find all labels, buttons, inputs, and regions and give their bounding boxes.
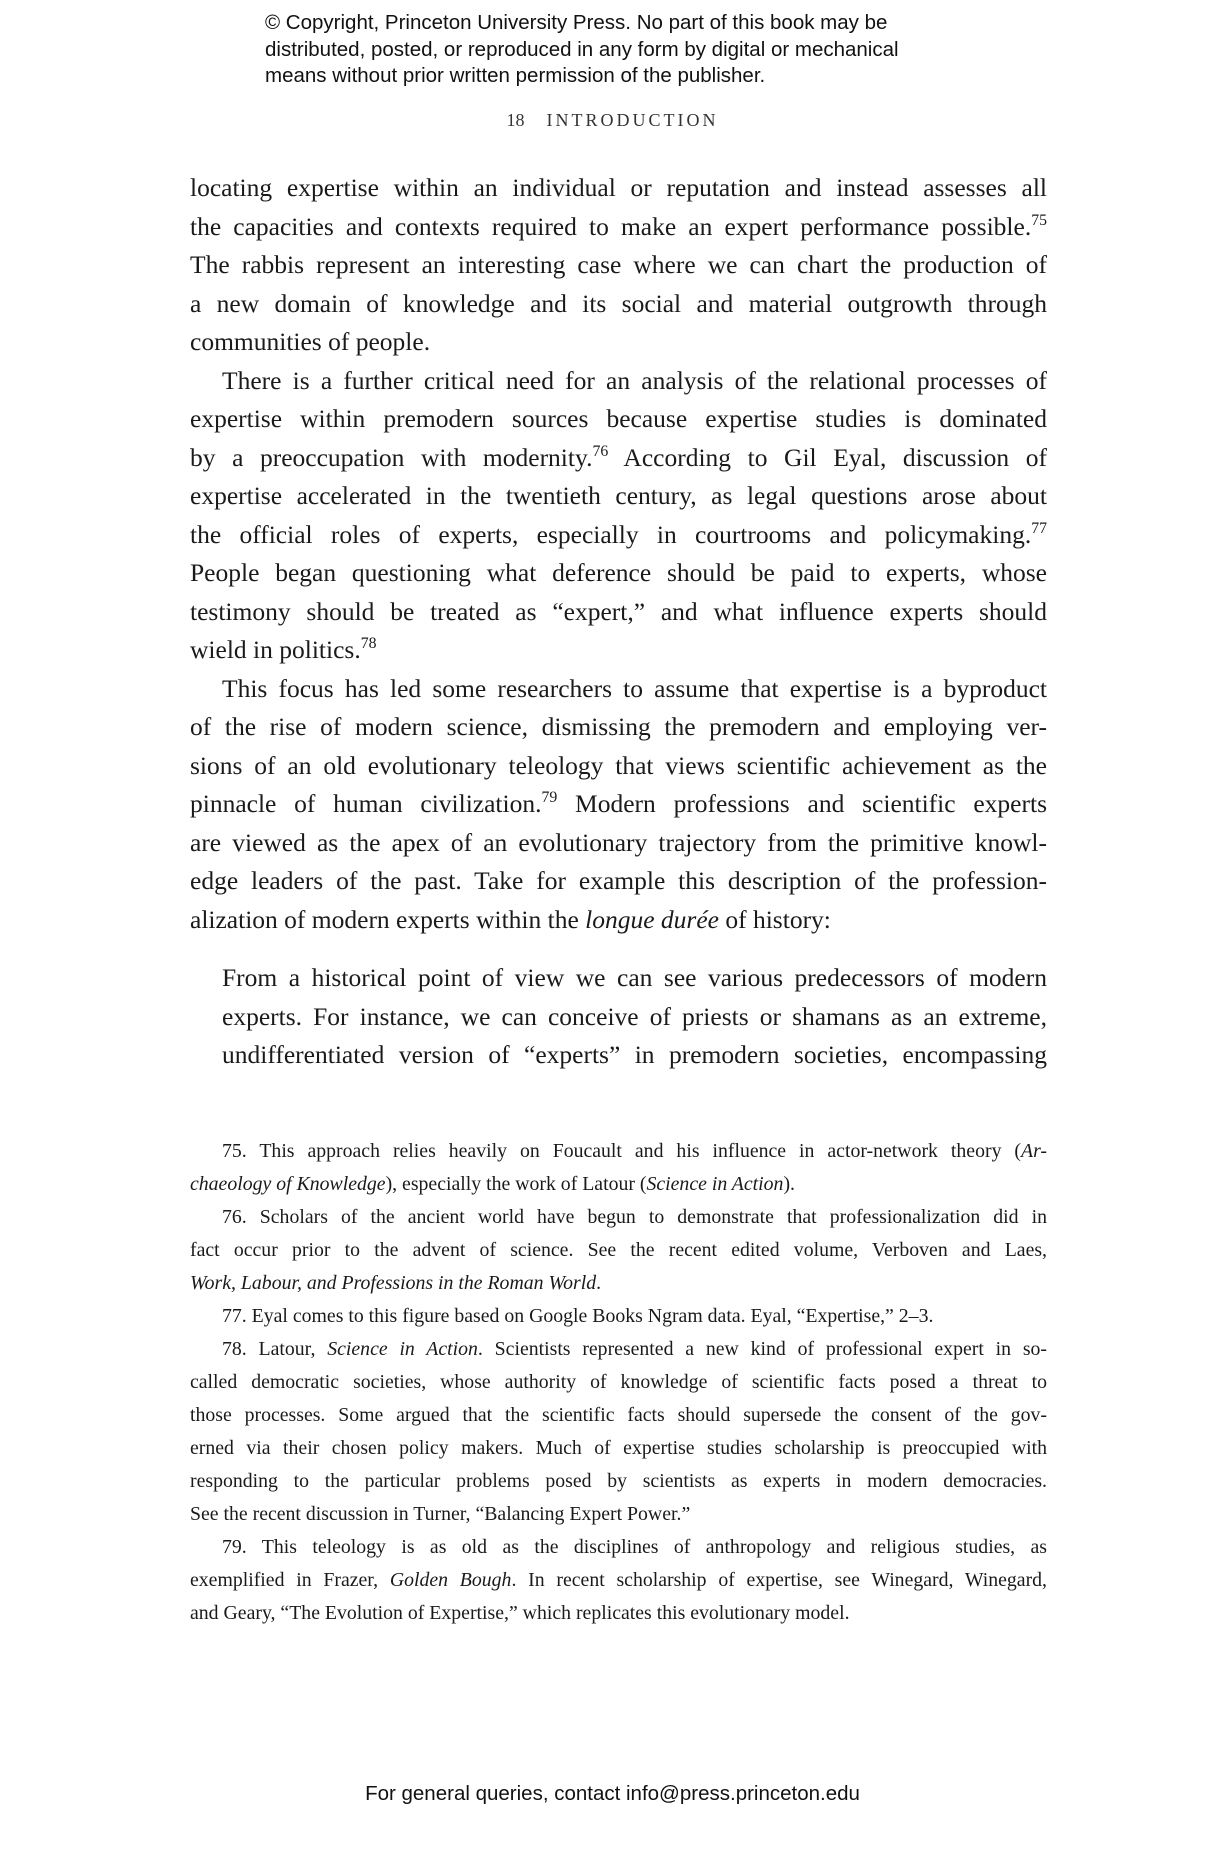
text-span: by a preoccupation with modernity. (190, 442, 593, 472)
text-line (190, 323, 1047, 362)
text-span: fact occur prior to the advent of science. See the recent edited volume, Verboven and Laes, (190, 1239, 1047, 1261)
text-line (190, 362, 1047, 401)
text-line (222, 998, 1047, 1037)
running-head (0, 110, 1225, 131)
text-span: Modern professions and scientific experts (557, 789, 1047, 818)
text-span: 75. This approach relies heavily on Foucault and his influence in actor-network theory ( (222, 1140, 1022, 1162)
footnote-ref: 78 (360, 635, 377, 653)
text-span: undifferentiated version of “experts” in premodern societies, encompassing (222, 1040, 1047, 1069)
text-line (190, 785, 1047, 824)
footnote-ref: 77 (1031, 519, 1047, 537)
text-span: of the rise of modern science, dismissing the premodern and employing ver- (190, 712, 1047, 741)
text-line (190, 747, 1047, 786)
text-span: wield in politics. (190, 635, 361, 664)
text-span: of history: (718, 904, 831, 934)
text-line (190, 1498, 1047, 1531)
text-line (190, 1168, 1047, 1201)
text-line (190, 439, 1047, 478)
text-span: pinnacle of human civilization. (190, 789, 542, 818)
text-line (190, 670, 1047, 709)
text-line (190, 1531, 1047, 1564)
text-line (190, 1333, 1047, 1366)
footnote (190, 1300, 1047, 1333)
text-span: edge leaders of the past. Take for example this description of the profession- (190, 866, 1047, 895)
text-line (222, 1036, 1047, 1075)
text-span: 79. This teleology is as old as the disciplines of anthropology and religious studies, as (222, 1536, 1047, 1558)
text-span: 76. Scholars of the ancient world have begun to demonstrate that professionalization did in (222, 1206, 1047, 1228)
text-span: and Geary, “The Evolution of Expertise,” which replicates this evolutionary model. (190, 1602, 850, 1624)
text-span: According to Gil Eyal, discussion of (608, 442, 1047, 472)
text-line (190, 862, 1047, 901)
text-span: called democratic societies, whose authority of knowledge of scientific facts posed a threat to (190, 1371, 1047, 1393)
text-span: 77. Eyal comes to this figure based on Google Books Ngram data. Eyal, “Expertise,” 2–3. (222, 1305, 934, 1327)
paragraph (222, 959, 1047, 1075)
paragraph (190, 169, 1047, 362)
footnote (190, 1135, 1047, 1201)
body-text (190, 169, 1047, 939)
text-span: ), especially the work of Latour ( (385, 1173, 647, 1195)
text-span: From a historical point of view we can see various predecessors of modern (222, 963, 1047, 992)
text-span: are viewed as the apex of an evolutionary trajectory from the primitive knowl- (190, 827, 1047, 857)
italic-text: longue durée (585, 904, 719, 934)
paragraph (190, 362, 1047, 670)
text-line (190, 824, 1047, 863)
text-span: a new domain of knowledge and its social and material outgrowth through (190, 288, 1047, 318)
italic-text: Science in Action (646, 1173, 784, 1195)
footer-contact: For general queries, contact info@press.princeton.edu (365, 1782, 860, 1805)
text-line (190, 1300, 1047, 1333)
italic-text: Ar- (1021, 1140, 1047, 1162)
text-span: experts. For instance, we can conceive of priests or shamans as an extreme, (222, 1001, 1047, 1031)
text-span: the capacities and contexts required to make an expert performance possible. (190, 211, 1032, 241)
text-span: This focus has led some researchers to assume that expertise is a byproduct (222, 673, 1047, 703)
text-line (190, 593, 1047, 632)
block-quote (222, 959, 1047, 1075)
footnote-ref: 79 (541, 789, 558, 807)
footnote-ref: 75 (1031, 211, 1047, 229)
footnotes (190, 1135, 1047, 1630)
text-line (190, 516, 1047, 555)
text-span: ). (783, 1173, 795, 1195)
text-span: exemplified in Frazer, (190, 1569, 390, 1591)
text-span: There is a further critical need for an analysis of the relational processes of (222, 365, 1047, 395)
text-span: locating expertise within an individual or reputation and instead assesses all (190, 173, 1047, 202)
text-line (222, 959, 1047, 998)
text-span: expertise within premodern sources because expertise studies is dominated (190, 404, 1047, 433)
text-span: People began questioning what deference should be paid to experts, whose (190, 558, 1047, 587)
italic-text: Science in Action (327, 1338, 478, 1360)
text-line (190, 169, 1047, 208)
text-line (190, 1234, 1047, 1267)
text-line (190, 477, 1047, 516)
footnote (190, 1201, 1047, 1300)
text-line (190, 1267, 1047, 1300)
text-span: The rabbis represent an interesting case where we can chart the production of (190, 250, 1047, 279)
paragraph (190, 670, 1047, 940)
text-span: . In recent scholarship of expertise, see Winegard, Winegard, (511, 1569, 1047, 1591)
text-span: alization of modern experts within the (190, 904, 586, 934)
text-line (190, 1432, 1047, 1465)
text-span: . (596, 1272, 602, 1294)
text-line (190, 1201, 1047, 1234)
text-line (190, 708, 1047, 747)
italic-text: Golden Bough (389, 1569, 512, 1591)
footnote (190, 1333, 1047, 1531)
text-line (190, 1597, 1047, 1630)
text-line (190, 1564, 1047, 1597)
text-line (190, 400, 1047, 439)
text-span: . Scientists represented a new kind of professional expert in so- (477, 1338, 1048, 1360)
text-line (190, 1465, 1047, 1498)
text-span: expertise accelerated in the twentieth century, as legal questions arose about (190, 481, 1047, 510)
text-span: testimony should be treated as “expert,” and what influence experts should (190, 596, 1047, 626)
text-line (190, 901, 1047, 940)
text-span: responding to the particular problems posed by scientists as experts in modern democracies. (190, 1470, 1047, 1492)
text-span: 78. Latour, (222, 1338, 328, 1360)
text-line (190, 631, 1047, 670)
text-span: sions of an old evolutionary teleology that views scientific achievement as the (190, 750, 1047, 780)
text-line (190, 246, 1047, 285)
copyright-line: means without prior written permission of the publisher. (265, 64, 766, 87)
text-line (190, 1366, 1047, 1399)
italic-text: chaeology of Knowledge (190, 1173, 386, 1195)
text-line (190, 208, 1047, 247)
chapter-title: INTRODUCTION (546, 110, 719, 130)
copyright-line: distributed, posted, or reproduced in any form by digital or mechanical (265, 37, 899, 61)
text-line (190, 1399, 1047, 1432)
footnote (190, 1531, 1047, 1630)
text-line (190, 554, 1047, 593)
copyright-line: © Copyright, Princeton University Press. No part of this book may be (265, 11, 888, 34)
text-span: See the recent discussion in Turner, “Balancing Expert Power.” (190, 1503, 691, 1525)
text-span: those processes. Some argued that the scientific facts should supersede the consent of the gov- (190, 1404, 1047, 1426)
copyright-notice (265, 10, 899, 90)
text-line (190, 285, 1047, 324)
text-span: communities of people. (190, 327, 431, 356)
text-span: the official roles of experts, especially in courtrooms and policymaking. (190, 519, 1032, 549)
text-span: erned via their chosen policy makers. Much of expertise studies scholarship is preoccupied with (190, 1437, 1047, 1459)
italic-text: Work, Labour, and Professions in the Roman World (190, 1272, 597, 1294)
footnote-ref: 76 (592, 442, 609, 460)
text-line (190, 1135, 1047, 1168)
page-number: 18 (506, 110, 525, 130)
